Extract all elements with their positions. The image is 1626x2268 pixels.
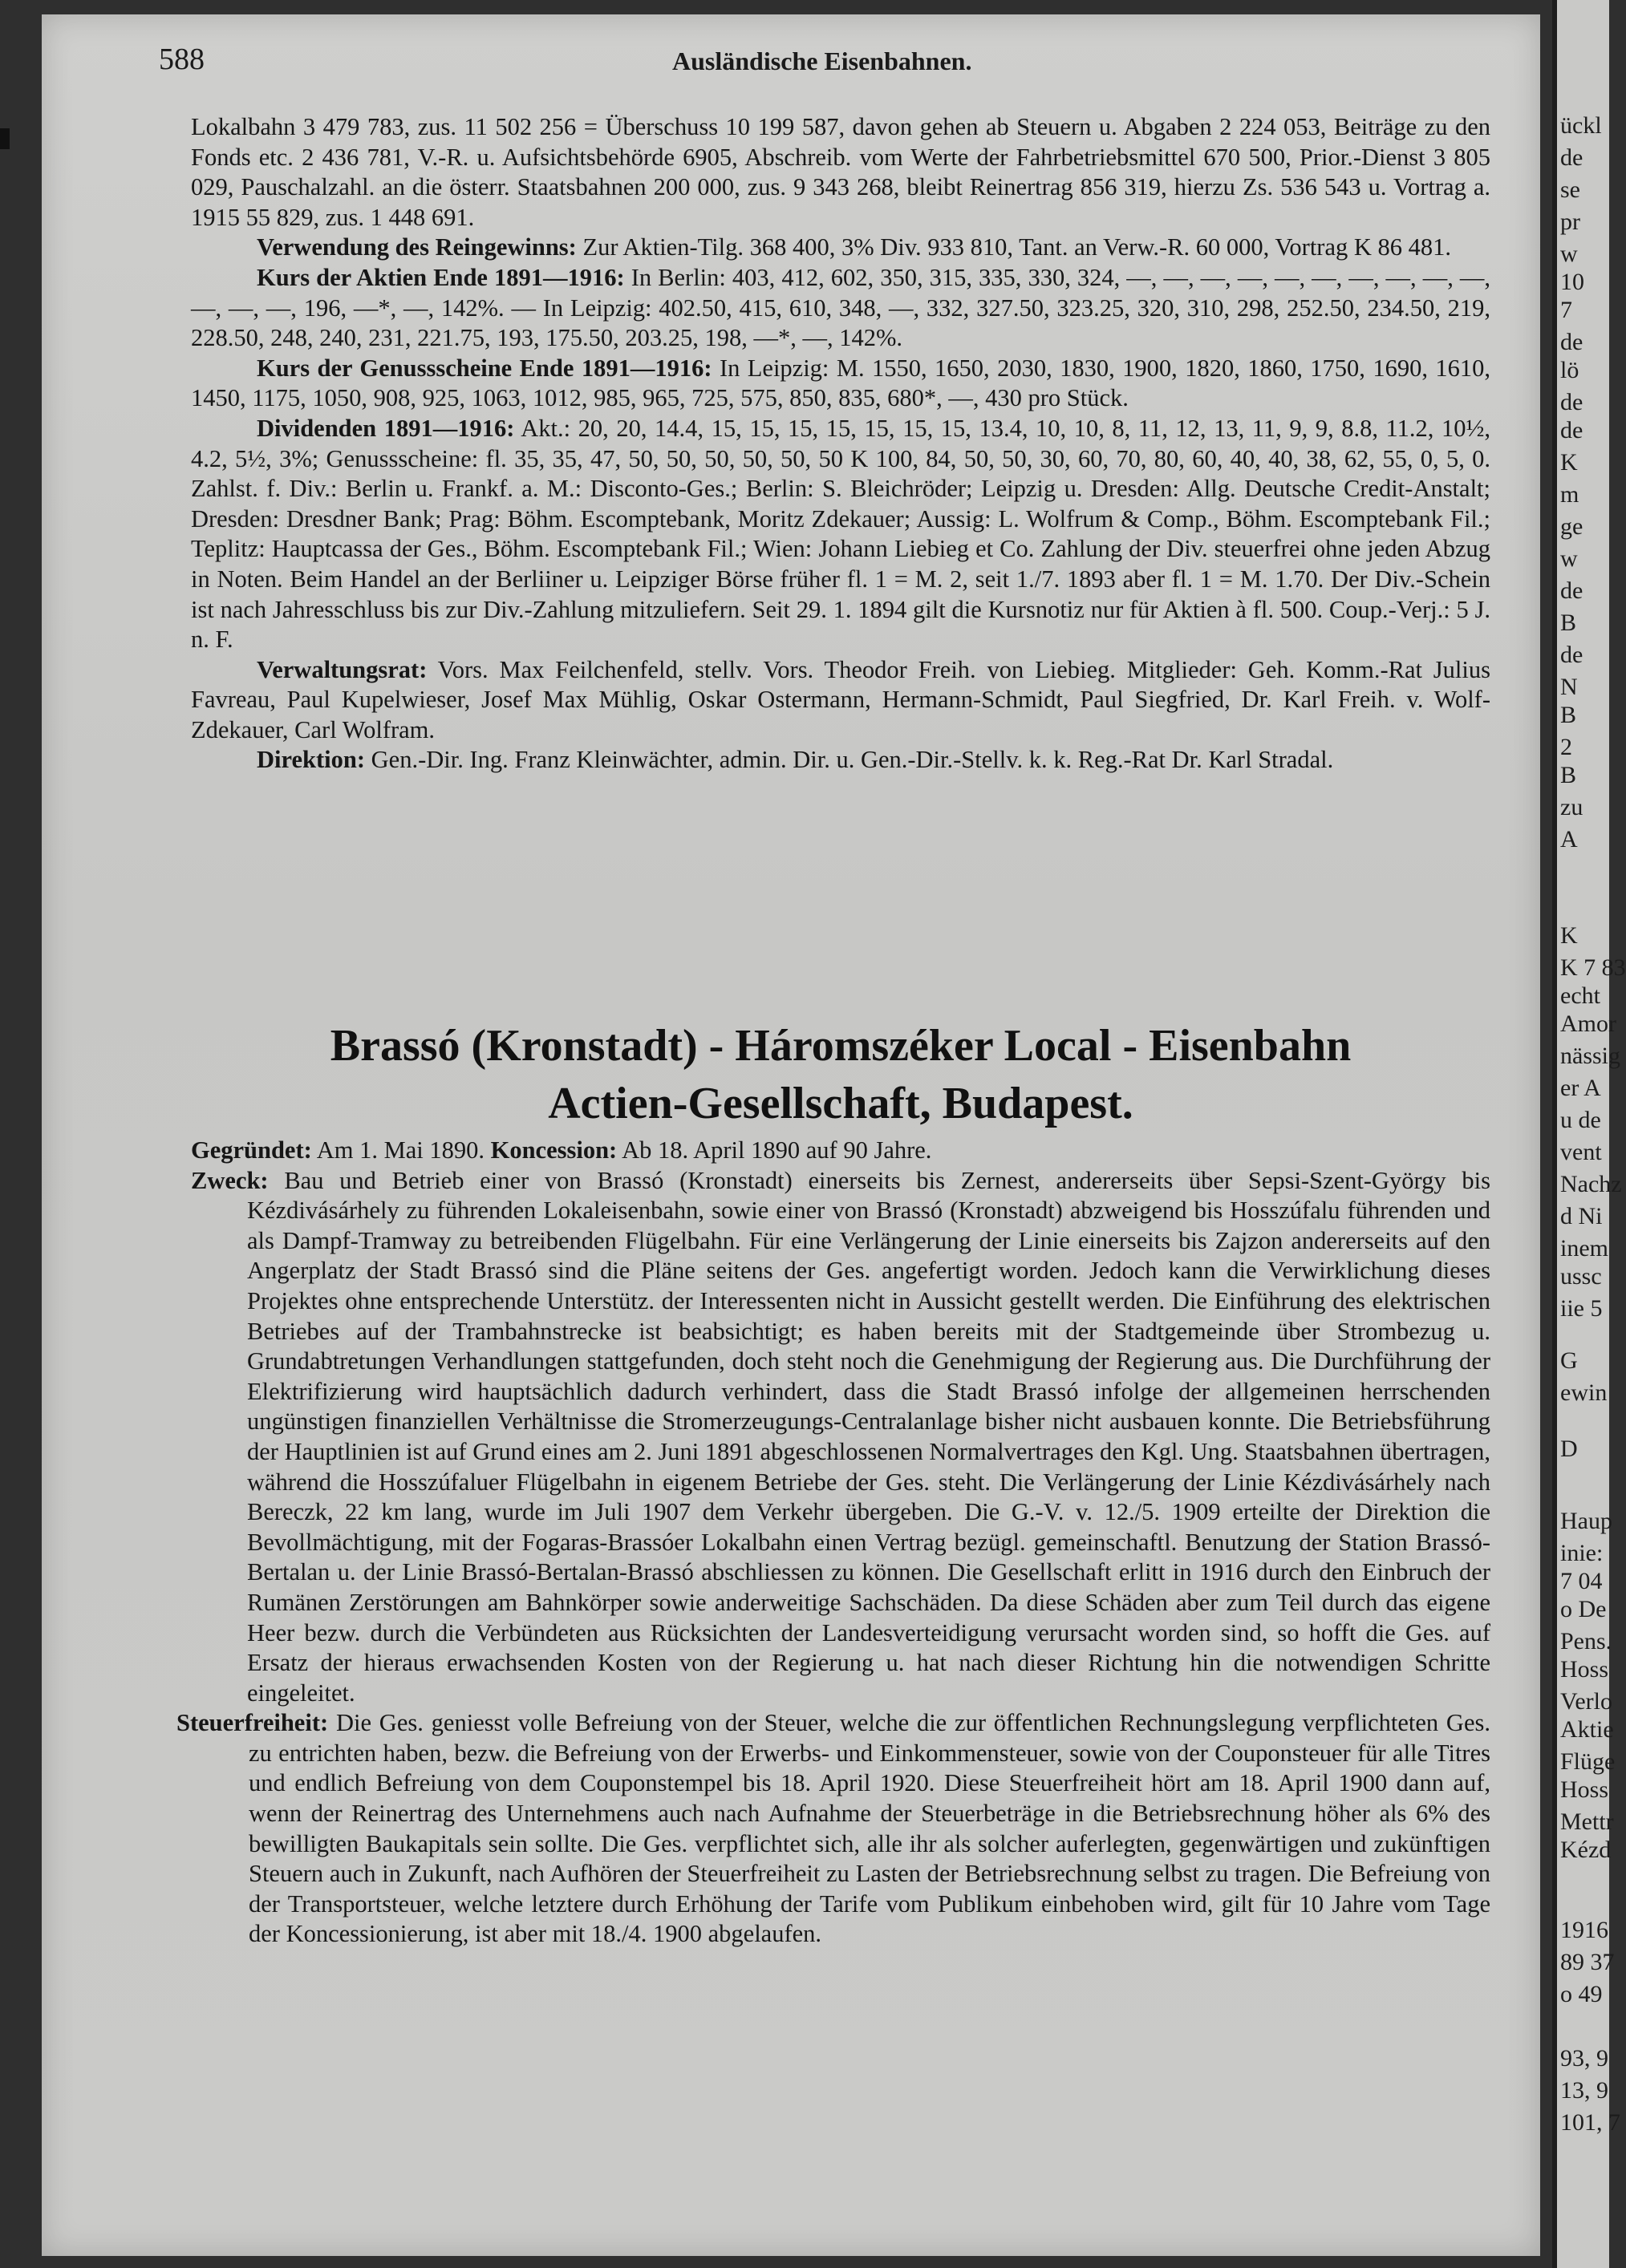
dividenden-paragraph: Dividenden 1891—1916: Akt.: 20, 20, 14.4, 15, 15, 15, 15, 15, 15, 15, 13.4, 10, 10, 8, 11, 12, 13, 11, 9, 9, 8.8, 11.2, 10½, 4.2, 5½, 3%; Genussscheine: fl. 35, 35, 47, 50, 50, 50, 50, 50, 50 K 100, 84, 50, 50, 30, 60, 70, 80, 60, 40, 40, 38, 62, 55, 0, 5, 0. Zahlst. f. Div.: Berlin u. Frankf. a. M.: Disconto-Ges.; Berlin: S. Bleichröder; Leipzig u. Dresden: Allg. Deutsche Credit-Anstalt; Dresden: Dresdner Bank; Prag: Böhm. Escomptebank, Moritz Zdekauer; Aussig: L. Wolfrum & Comp., Böhm. Escomptebank Fil.; Teplitz: Hauptcassa der Ges., Böhm. Escomptebank Fil.; Wien: Johann Liebieg et Co. Zahlung der Div. steuerfrei ohne jeden Abzug in Noten. Beim Handel an der Berliiner u. Leipziger Börse früher fl. 1 = M. 2, seit 1./7. 1893 aber fl. 1 = M. 1.70. Der Div.-Schein ist nach Jahresschluss bis zur Div.-Zahlung mitzuliefern. Seit 29. 1. 1894 gilt die Kursnotiz nur für Aktien à fl. 500. Coup.-Verj.: 5 J. n. F. — [191, 414, 1490, 654]
financial-summary: Lokalbahn 3 479 783, zus. 11 502 256 = Überschuss 10 199 587, davon gehen ab Steuern u. Abgaben 2 224 053, Beiträge zu den Fonds etc. 2 436 781, V.-R. u. Aufsichtsbehörde 6905, Abschreib. vom Werte der Fahrbetriebsmittel 670 500, Prior.-Dienst 3 805 029, Pauschalzahl. an die österr. Staatsbahnen 200 000, zus. 9 343 268, bleibt Reinertrag 856 319, hierzu Zs. 536 543 u. Vortrag a. 1915 55 829, zus. 1 448 691. — [191, 113, 1490, 231]
adjacent-page-fragment: N — [1560, 674, 1578, 700]
adjacent-page-fragment: G — [1560, 1347, 1578, 1374]
adjacent-page-fragment: inem — [1560, 1235, 1608, 1262]
adjacent-page-fragment: o 49 — [1560, 1981, 1603, 2007]
adjacent-page-fragment: de — [1560, 329, 1583, 355]
kurs-aktien-paragraph: Kurs der Aktien Ende 1891—1916: In Berlin: 403, 412, 602, 350, 315, 335, 330, 324, —, —, —, —, —, —, —, —, —, —, —, —, —, 196, —*, —, 142%. — In Leipzig: 402.50, 415, 610, 348, —, 332, 327.50, 323.25, 320, 310, 298, 252.50, 234.50, 219, 228.50, 248, 240, 231, 221.75, 193, 175.50, 203.25, 198, —*, —, 142%. — [191, 263, 1490, 352]
company-title — [191, 1017, 1490, 1132]
adjacent-page-fragment: ussc — [1560, 1263, 1602, 1290]
adjacent-page-fragment: A — [1560, 826, 1578, 853]
kurs-genuss-label: Kurs der Genussscheine Ende 1891—1916: — [257, 354, 712, 382]
adjacent-page-fragment: B — [1560, 702, 1577, 728]
adjacent-page-fragment: d Ni — [1560, 1203, 1603, 1229]
adjacent-page-fragment: Aktie — [1560, 1716, 1614, 1743]
adjacent-page-fragment: 1916 — [1560, 1917, 1608, 1943]
adjacent-page-fragment: pr — [1560, 209, 1580, 235]
adjacent-page-fragment: de — [1560, 144, 1583, 171]
adjacent-page-fragment: K — [1560, 922, 1578, 949]
adjacent-page-fragment: Verlo — [1560, 1688, 1612, 1715]
adjacent-page-fragment: de — [1560, 417, 1583, 443]
previous-company-entry — [191, 112, 1490, 776]
adjacent-page-fragment: 101, 7 — [1560, 2109, 1620, 2136]
adjacent-page-fragment: se — [1560, 176, 1580, 203]
steuerfreiheit-label: Steuerfreiheit: — [176, 1709, 329, 1737]
adjacent-page-fragment: Hoss — [1560, 1776, 1609, 1803]
company-entry — [176, 1136, 1491, 1950]
section-title: Ausländische Eisenbahnen. — [672, 47, 972, 75]
adjacent-page-fragment: Hoss — [1560, 1656, 1609, 1683]
adjacent-page-fragment: lö — [1560, 357, 1579, 383]
company-title-line1: Brassó (Kronstadt) - Háromszéker Local - Eisenbahn — [330, 1021, 1352, 1071]
adjacent-page-fragment: de — [1560, 577, 1583, 604]
adjacent-page-fragment: nässig — [1560, 1043, 1620, 1069]
verwaltungsrat-paragraph: Verwaltungsrat: Vors. Max Feilchenfeld, stellv. Vors. Theodor Freih. von Liebieg. Mitglieder: Geh. Komm.-Rat Julius Favreau, Paul Kupelwieser, Josef Max Mühlig, Oskar Ostermann, Hermann-Schmidt, Paul Siegfried, Dr. Karl Freih. v. Wolf-Zdekauer, Carl Wolfram. — [191, 655, 1490, 743]
adjacent-page-fragment: K 7 83 — [1560, 954, 1626, 981]
direktion-paragraph: Direktion: Gen.-Dir. Ing. Franz Kleinwächter, admin. Dir. u. Gen.-Dir.-Stellv. k. k. Reg.-Rat Dr. Karl Stradal. — [257, 746, 1334, 774]
adjacent-page-fragment: B — [1560, 762, 1577, 788]
margin-mark — [0, 128, 10, 149]
adjacent-page-fragment: de — [1560, 642, 1583, 668]
running-head — [159, 42, 1523, 82]
adjacent-page-fragment: K — [1560, 449, 1578, 476]
adjacent-page-fragment: w — [1560, 241, 1578, 267]
kurs-genuss-paragraph: Kurs der Genussscheine Ende 1891—1916: In Leipzig: M. 1550, 1650, 2030, 1830, 1900, 1820, 1860, 1750, 1690, 1610, 1450, 1175, 1050, 908, 925, 1063, 1012, 985, 965, 725, 575, 850, 835, 680*, —, 430 pro Stück. — [191, 354, 1490, 412]
verwaltungsrat-label: Verwaltungsrat: — [257, 655, 428, 683]
adjacent-page-fragment: ückl — [1560, 112, 1602, 139]
adjacent-page-fragment: 89 37 — [1560, 1949, 1615, 1975]
adjacent-page-fragment: 7 — [1560, 297, 1572, 323]
adjacent-page-fragment: de — [1560, 389, 1583, 415]
adjacent-page-fragment: m — [1560, 481, 1579, 508]
adjacent-page-fragment: Amor — [1560, 1010, 1616, 1037]
adjacent-page-strip — [1552, 0, 1626, 2268]
adjacent-page-fragment: Mettr — [1560, 1808, 1614, 1835]
adjacent-page-fragment: 2 — [1560, 734, 1572, 760]
page-number: 588 — [159, 43, 205, 76]
company-title-line2: Actien-Gesellschaft, Budapest. — [548, 1079, 1133, 1128]
steuerfreiheit-paragraph: Steuerfreiheit: Die Ges. geniesst volle Befreiung von der Steuer, welche die zur öffentlichen Rechnungslegung verpflichteten Ges. zu entrichten haben, bezw. die Befreiung von der Erwerbs- und Einkommensteuer, sowie von der Couponsteuer für alle Titres und endlich Befreiung von dem Couponstempel bis 18. April 1920. Diese Steuerfreiheit hört am 18. April 1900 dann auf, wenn der Reinertrag des Unternehmens auch nach Aufnahme der Steuerbeträge in die Betriebsrechnung höher als 6% des bewilligten Baukapitals sein sollte. Die Ges. verpflichtet sich, alle ihr als solcher auferlegten, gegenwärtigen und zukünftigen Steuern auch in Zukunft, nach Aufhören der Steuerfreiheit zu Lasten der Betriebsrechnung selbst zu tragen. Die Befreiung von der Transportsteuer, welche letztere durch Erhöhung der Tarife vom Publikum einbehoben wird, gilt für 10 Jahre vom Tage der Koncessionierung, ist aber mit 18./4. 1900 abgelaufen. — [176, 1709, 1490, 1948]
konzession-label: Koncession: — [490, 1136, 618, 1164]
adjacent-page-fragment: 10 — [1560, 269, 1584, 295]
adjacent-page-fragment: D — [1560, 1436, 1578, 1462]
adjacent-page-fragment: ge — [1560, 513, 1583, 540]
adjacent-page-fragment: 13, 9 — [1560, 2077, 1608, 2104]
adjacent-page-fragment: 93, 9 — [1560, 2045, 1608, 2072]
gegruendet-label: Gegründet: — [191, 1136, 312, 1164]
verwendung-label: Verwendung des Reingewinns: — [257, 233, 577, 261]
adjacent-page-fragment: o De — [1560, 1596, 1607, 1622]
adjacent-page-fragment: Haup — [1560, 1508, 1612, 1534]
adjacent-page-fragment: zu — [1560, 794, 1583, 820]
direktion-label: Direktion: — [257, 746, 365, 774]
adjacent-page-fragment: vent — [1560, 1139, 1602, 1165]
adjacent-page-fragment: 7 04 — [1560, 1568, 1603, 1594]
adjacent-page-fragment: Nachz — [1560, 1171, 1622, 1197]
zweck-paragraph: Zweck: Bau und Betrieb einer von Brassó (Kronstadt) einerseits bis Zernest, andererseits über Sepsi-Szent-György bis Kézdivásárhely zu führenden Lokaleisenbahn, sowie einer von Brassó (Kronstadt) abzweigend bis Hosszúfalu führenden und als Dampf-Tramway zu betreibenden Flügelbahn. Für eine Verlängerung der Linie einerseits bis Zajzon andererseits auf den Angerplatz der Stadt Brassó sind die Pläne seitens der Ges. angefertigt worden. Jedoch kann die Verwirklichung dieses Projektes ohne entsprechende Unterstütz. der Interessenten nicht in Aussicht gestellt werden. Die Einführung des elektrischen Betriebes auf der Trambahnstrecke ist beabsichtigt; es haben bereits mit der Stadtgemeinde über Strombezug u. Grundabtretungen Verhandlungen stattgefunden, doch steht noch die Genehmigung der Regierung aus. Die Durchführung der Elektrifizierung wird hauptsächlich dadurch verhindert, dass die Stadt Brassó infolge der allgemeinen herrschenden ungünstigen finanziellen Verhältnisse die Stromerzeugungs-Centralanlage bisher nicht ausbauen konnte. Die Betriebsführung der Hauptlinien ist auf Grund eines am 2. Juni 1891 abgeschlossenen Normalvertrages den Kgl. Ung. Staatsbahnen übertragen, während die Hosszúfaluer Flügelbahn in eigenem Betriebe der Ges. steht. Die Verlängerung der Linie Kézdivásárhely nach Bereczk, 22 km lang, wurde im Juli 1907 dem Verkehr übergeben. Die G.-V. v. 12./5. 1909 erteilte der Direktion die Bevollmächtigung, mit der Fogaras-Brassóer Lokalbahn einen Vertrag bezügl. gemeinschaftl. Benutzung der Station Brassó-Bertalan u. der Linie Brassó-Bertalan-Brassó abschliessen zu können. Die Gesellschaft erlitt in 1916 durch den Einbruch der Rumänen Zerstörungen am Bahnkörper sowie anderweitige Sachschäden. Da diese Schäden aber zum Teil durch das eigene Heer bezw. durch die Verbündeten aus Rücksichten der Landesverteidigung verursacht worden sind, so hofft die Ges. auf Ersatz der hieraus erwachsenden Kosten von der Regierung u. hat nach dieser Richtung hin die notwendigen Schritte eingeleitet. — [191, 1166, 1491, 1707]
adjacent-page-fragment: er A — [1560, 1075, 1601, 1101]
zweck-label: Zweck: — [191, 1166, 269, 1194]
kurs-aktien-label: Kurs der Aktien Ende 1891—1916: — [257, 263, 625, 291]
adjacent-page-fragment: ewin — [1560, 1379, 1608, 1406]
adjacent-page-fragment: B — [1560, 610, 1577, 636]
adjacent-page-fragment: Kézd — [1560, 1837, 1612, 1863]
verwendung-paragraph: Verwendung des Reingewinns: Zur Aktien-Tilg. 368 400, 3% Div. 933 810, Tant. an Verw.-R. 60 000, Vortrag K 86 481. — [257, 233, 1452, 261]
adjacent-page-fragment: u de — [1560, 1107, 1601, 1133]
adjacent-page-fragment: iie 5 — [1560, 1295, 1603, 1322]
adjacent-page-fragment: inie: — [1560, 1540, 1604, 1566]
adjacent-page-fragment: w — [1560, 545, 1578, 572]
dividenden-label: Dividenden 1891—1916: — [257, 414, 515, 442]
adjacent-page-fragment: Pens. — [1560, 1628, 1612, 1654]
founding-line: Gegründet: Am 1. Mai 1890. Koncession: Ab 18. April 1890 auf 90 Jahre. — [191, 1136, 932, 1164]
adjacent-page-fragment: echt — [1560, 982, 1600, 1009]
adjacent-page-fragment: Flüge — [1560, 1748, 1616, 1775]
